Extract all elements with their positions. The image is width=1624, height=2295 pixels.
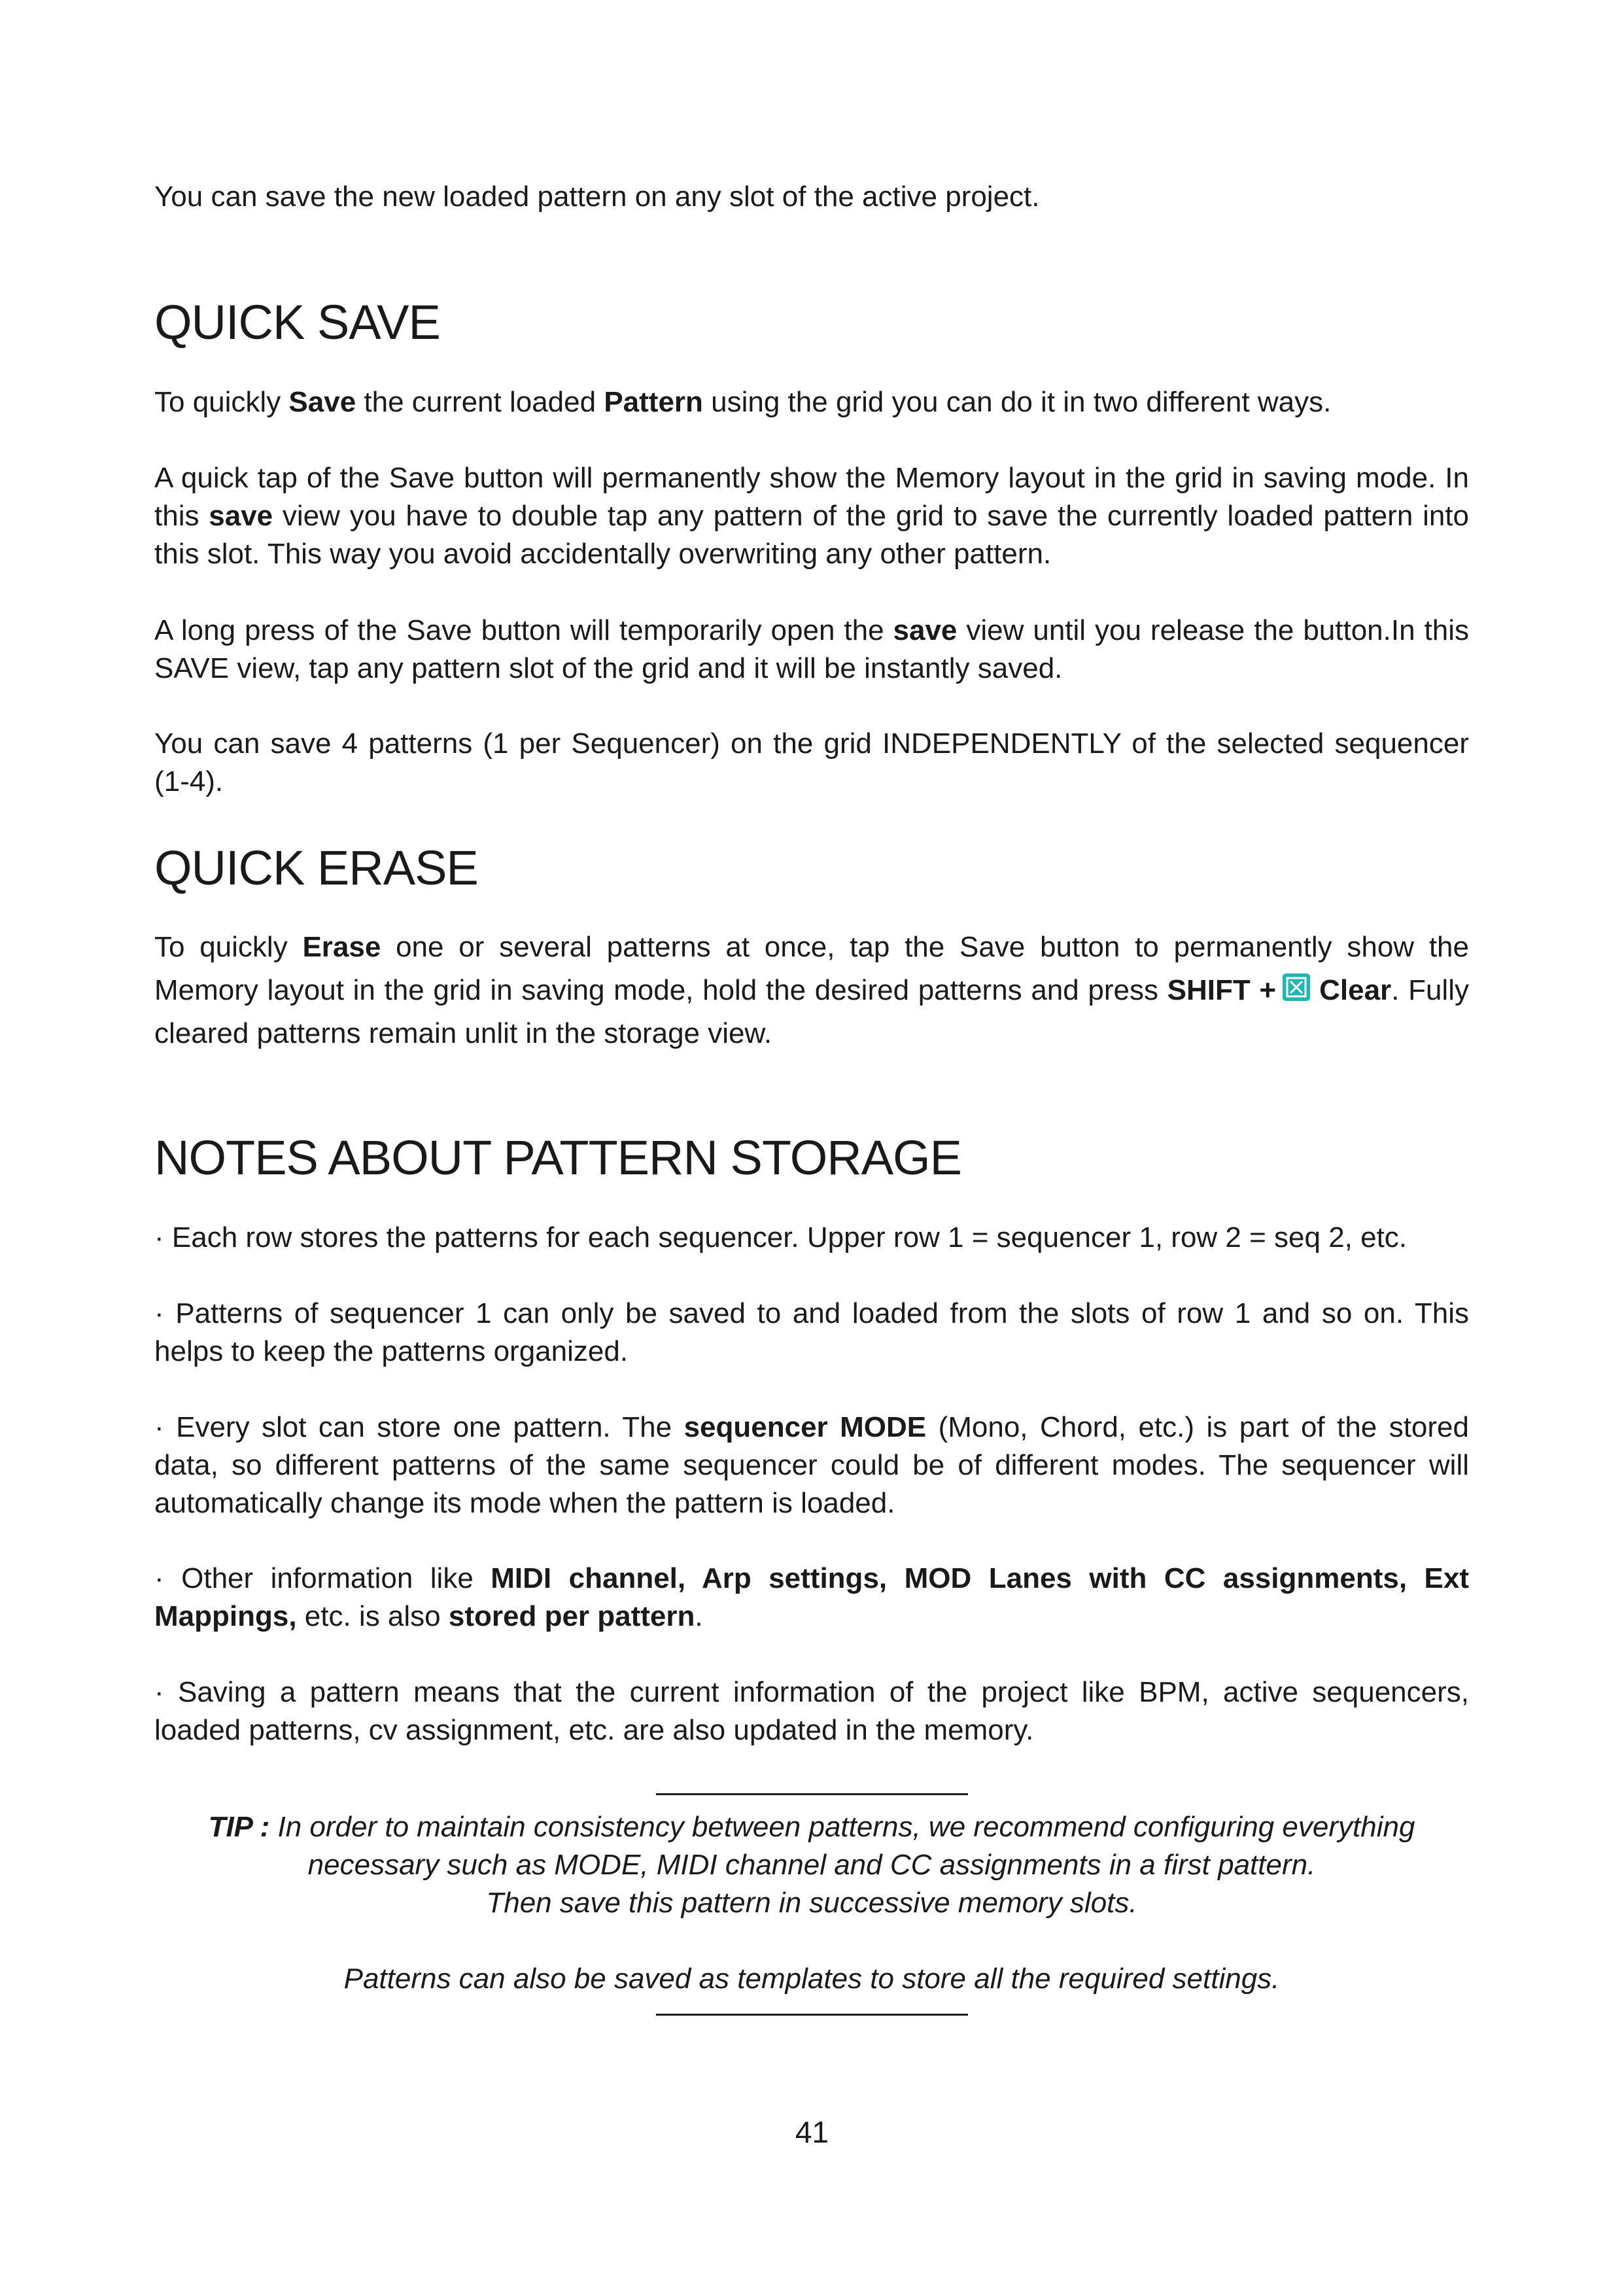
text-run: In order to maintain consistency between patterns, we recommend configuring everything: [269, 1811, 1415, 1843]
bold-save: save: [893, 614, 958, 646]
note-4: [154, 1560, 1469, 1636]
tip-bottom-divider: [656, 2014, 968, 2016]
text-run: one or several patterns at once, tap the Save button to permanently show the Memory layout in the grid in saving mode, hold the desired patterns and press: [154, 931, 1469, 1006]
text-run: view until you release the button.In this SAVE view, tap any pattern slot of the grid and it will be instantly saved.: [154, 614, 1470, 684]
intro-text: You can save the new loaded pattern on any slot of the active project.: [154, 181, 1040, 213]
note-2: [154, 1295, 1469, 1371]
text-run: To quickly: [154, 931, 303, 963]
tip-line-4: [154, 1960, 1469, 1998]
quick-save-paragraph-3: [154, 612, 1469, 688]
bold-save: Save: [288, 386, 356, 418]
intro-paragraph: [154, 178, 1469, 216]
text-run: etc. is also: [296, 1600, 449, 1632]
bold-erase: Erase: [302, 931, 381, 963]
text-run: Patterns can also be saved as templates to store all the required settings.: [343, 1963, 1280, 1995]
note-3: [154, 1409, 1469, 1522]
text-run: · Saving a pattern means that the current information of the project like BPM, active sequencers, loaded patterns, cv assignment, etc. are also updated in the memory.: [154, 1676, 1469, 1746]
tip-line-2: [154, 1846, 1469, 1884]
bold-shift: SHIFT +: [1167, 974, 1277, 1006]
bold-pattern: Pattern: [604, 386, 703, 418]
tip-line-1: [154, 1808, 1469, 1846]
clear-icon: [1283, 973, 1310, 1001]
text-run: necessary such as MODE, MIDI channel and CC assignments in a first pattern.: [307, 1849, 1316, 1881]
text-run: To quickly: [154, 386, 289, 418]
bold-save: save: [209, 500, 273, 532]
quick-save-paragraph-2: [154, 459, 1469, 573]
quick-save-heading: QUICK SAVE: [154, 295, 440, 349]
text-run: A quick tap of the Save button will permanently show the Memory layout in the grid in saving mode. In this: [154, 462, 1469, 532]
text-run: A long press of the Save button will temporarily open the: [154, 614, 893, 646]
note-1: [154, 1219, 1469, 1257]
bold-midi-settings: MIDI channel, Arp settings, MOD Lanes with CC assignments, Ext Mappings,: [154, 1562, 1470, 1632]
text-run: You can save 4 patterns (1 per Sequencer) on the grid INDEPENDENTLY of the selected sequencer (1-4).: [154, 727, 1469, 797]
bold-sequencer-mode: sequencer MODE: [683, 1411, 927, 1443]
tip-line-3: [154, 1884, 1469, 1922]
note-5: [154, 1673, 1469, 1749]
quick-erase-heading: QUICK ERASE: [154, 841, 478, 895]
text-run: view you have to double tap any pattern of the grid to save the currently loaded pattern into this slot. This way you avoid accidentally overwriting any other pattern.: [154, 500, 1470, 570]
text-run: Then save this pattern in successive memory slots.: [486, 1887, 1137, 1919]
text-run: .: [695, 1600, 703, 1632]
tip-top-divider: [656, 1793, 968, 1795]
quick-erase-paragraph: [154, 926, 1469, 1055]
page-number: 41: [795, 2115, 829, 2149]
tip-label: TIP :: [208, 1811, 270, 1843]
bold-stored-per-pattern: stored per pattern: [448, 1600, 695, 1632]
text-run: the current loaded: [356, 386, 604, 418]
text-run: . Fully cleared patterns remain unlit in the storage view.: [154, 974, 1469, 1049]
quick-save-paragraph-1: [154, 383, 1469, 421]
quick-save-paragraph-4: [154, 725, 1469, 801]
notes-heading: NOTES ABOUT PATTERN STORAGE: [154, 1130, 961, 1185]
text-run: · Patterns of sequencer 1 can only be saved to and loaded from the slots of row 1 and so on. This helps to keep the patterns organized.: [154, 1297, 1469, 1367]
text-run: · Every slot can store one pattern. The: [154, 1411, 684, 1443]
bold-clear: Clear: [1319, 974, 1392, 1006]
text-run: · Other information like: [154, 1562, 491, 1594]
text-run: using the grid you can do it in two different ways.: [702, 386, 1332, 418]
text-run: (Mono, Chord, etc.) is part of the stored data, so different patterns of the same sequencer could be of different modes. The sequencer will automatically change its mode when the pattern is loaded.: [154, 1411, 1470, 1519]
text-run: · Each row stores the patterns for each sequencer. Upper row 1 = sequencer 1, row 2 = seq 2, etc.: [154, 1221, 1408, 1253]
